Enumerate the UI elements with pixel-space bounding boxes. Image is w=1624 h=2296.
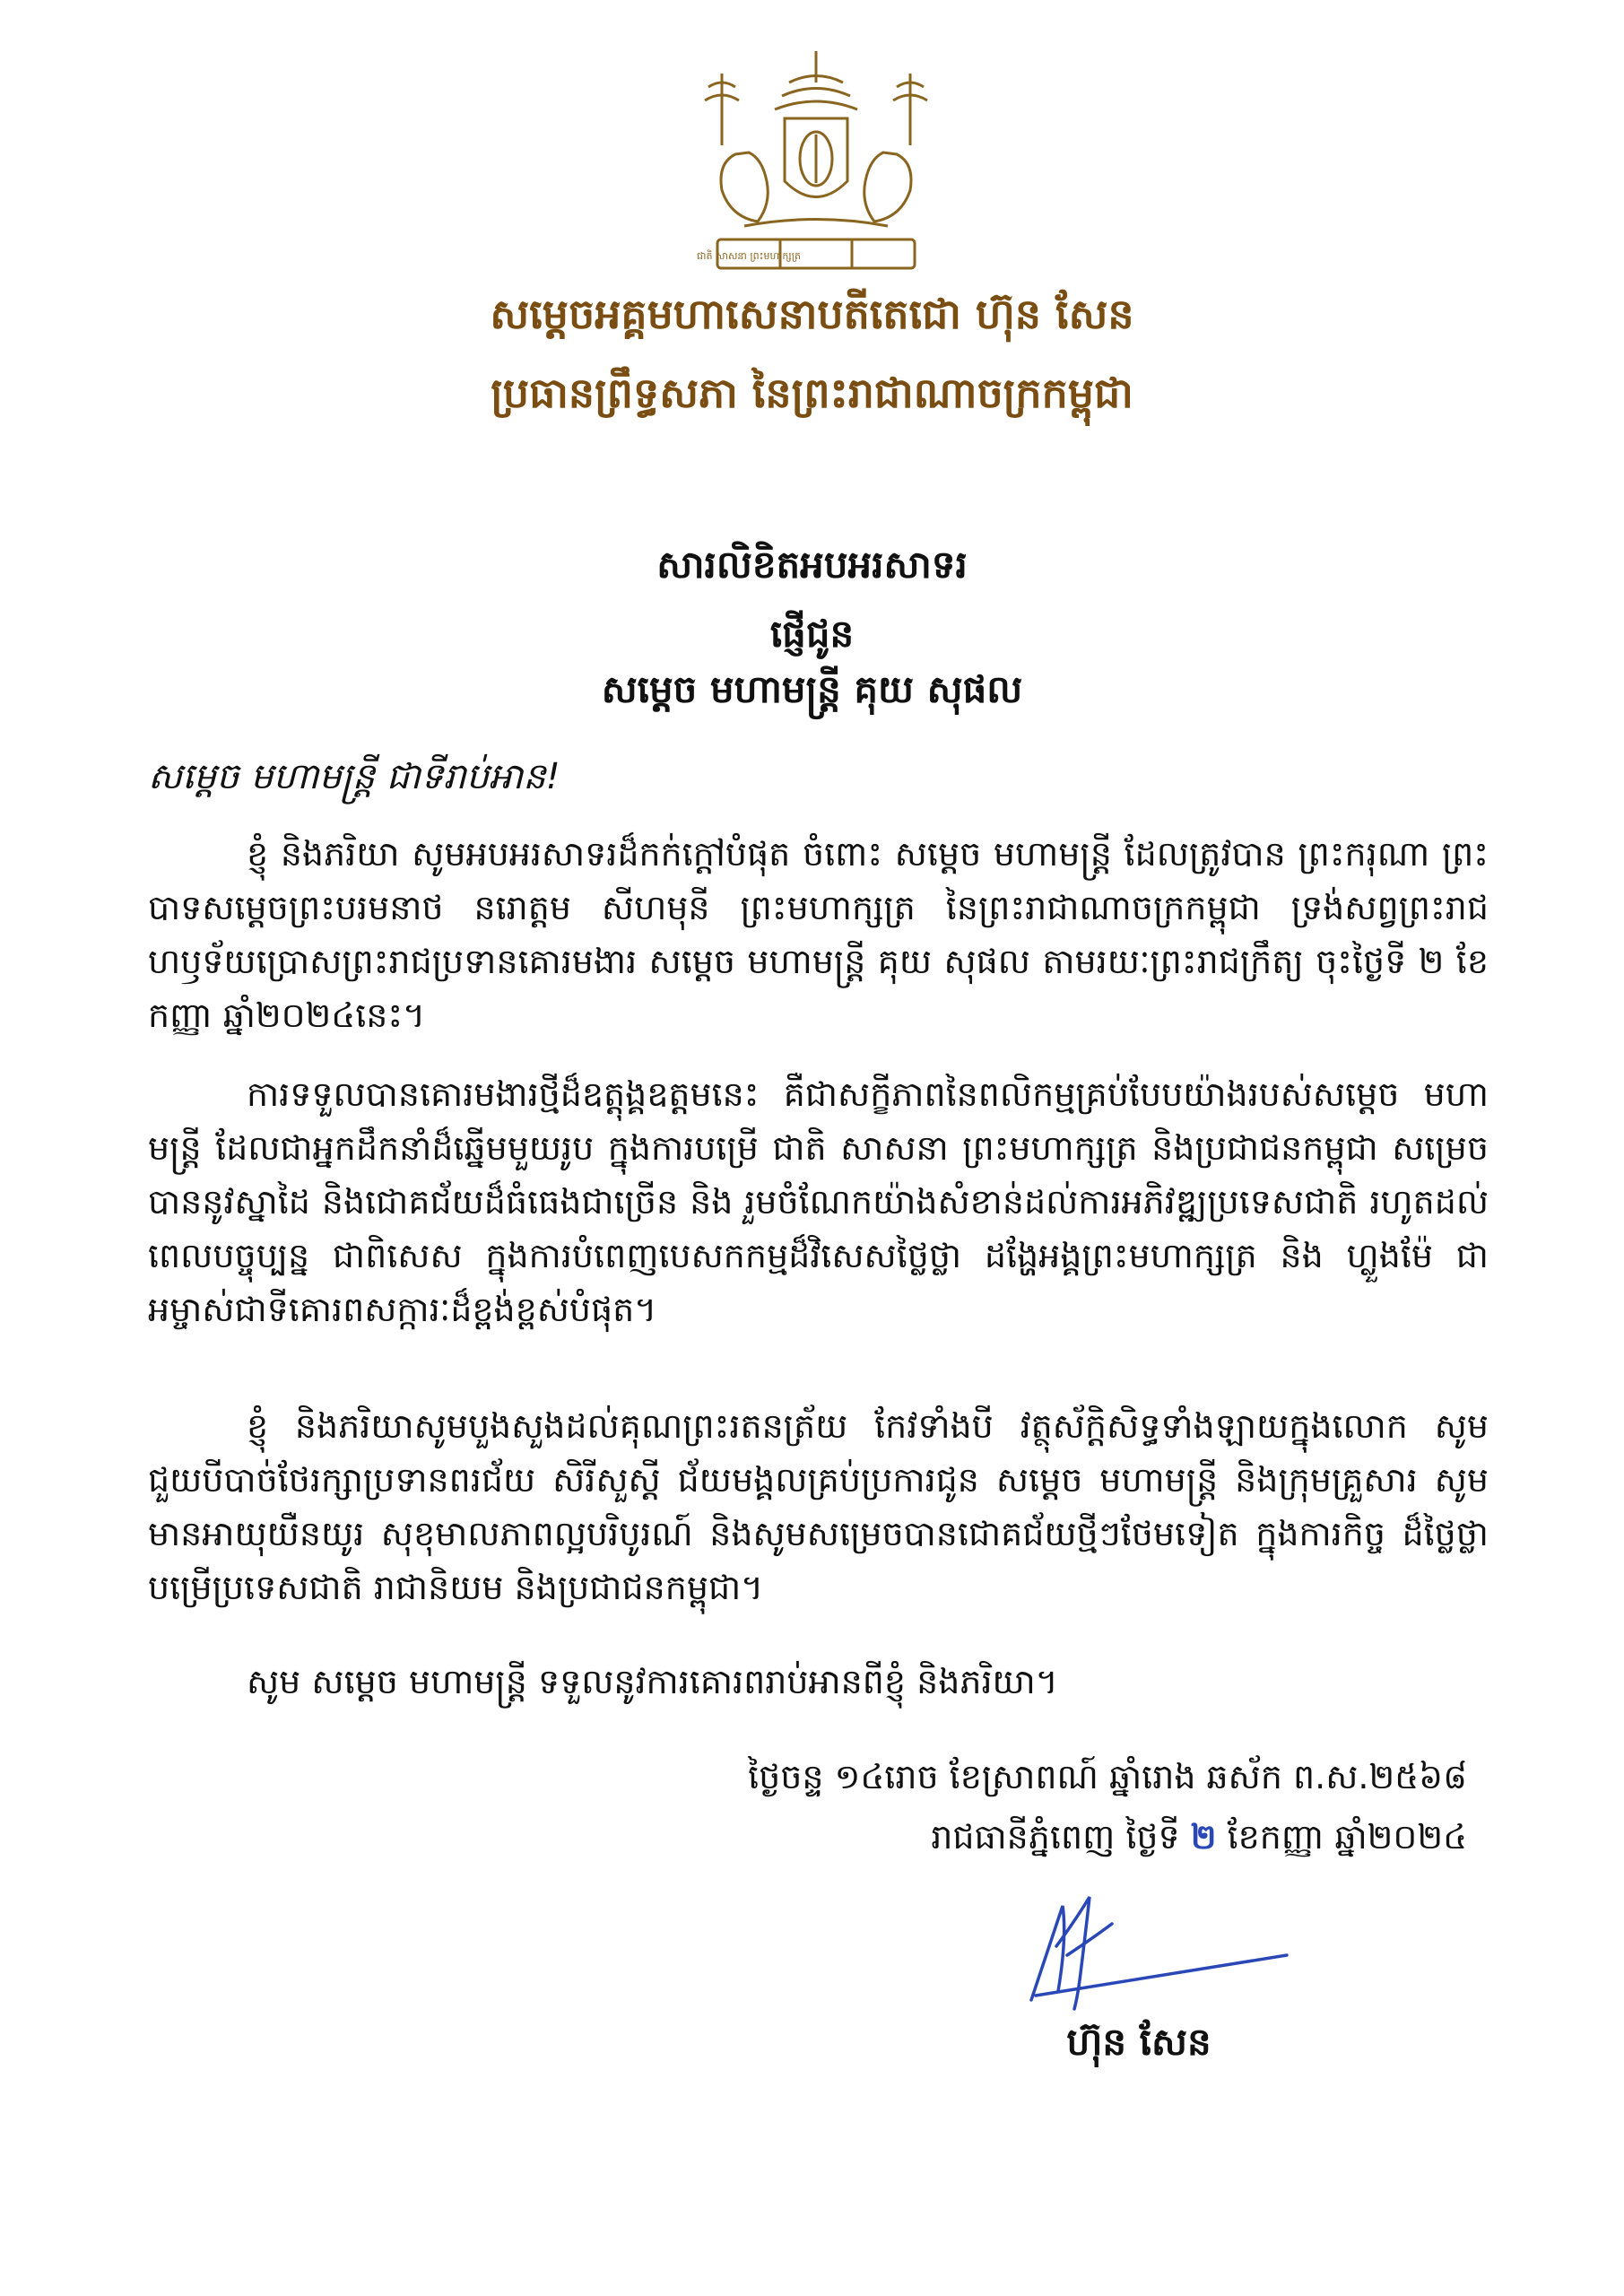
- letter-title: សារលិខិតអបអរសាទរ: [656, 543, 968, 587]
- issuer-title: ប្រធានព្រឹទ្ធសភា នៃព្រះរាជាណាចក្រកម្ពុជា: [491, 369, 1133, 417]
- date-month-year: ខែកញ្ញា ឆ្នាំ២០២៤: [1227, 1817, 1467, 1857]
- date-day: ២: [1190, 1817, 1217, 1857]
- issuer-name: សម្តេចអគ្គមហាសេនាបតីតេជោ ហ៊ុន សែន: [490, 290, 1134, 338]
- place-date-prefix: រាជធានីភ្នំពេញ ថ្ងៃទី: [931, 1817, 1180, 1857]
- svg-text:ជាតិ សាសនា ព្រះមហាក្សត្រ: ជាតិ សាសនា ព្រះមហាក្សត្រ: [697, 250, 801, 262]
- body-paragraph: ខ្ញុំ និងភរិយា សូមអបអរសាទរដ៏កក់ក្តៅបំផុត ចំពោះ សម្តេច មហាមន្ត្រី ដែលត្រូវបាន ព្រះករុណា ព្រះបាទសម្តេចព្រះបរមនាថ នរោត្តម សីហមុនី ព្រះមហាក្សត្រ នៃព្រះរាជាណាចក្រកម្ពុជា ទ្រង់សព្វព្រះរាជហឫទ័យប្រោសព្រះរាជប្រទានគោរមងារ សម្តេច មហាមន្ត្រី គុយ សុផល តាមរយៈព្រះរាជក្រឹត្យ ចុះថ្ងៃទី ២ ខែកញ្ញា ឆ្នាំ២០២៤នេះ។: [148, 834, 1489, 1035]
- letter-sent-to: ផ្ញើជូន: [769, 612, 855, 656]
- handwritten-signature: [1013, 1883, 1300, 2018]
- lunar-date: ថ្ងៃចន្ទ ១៤រោច ខែស្រាពណ៍ ឆ្នាំរោង ឆស័ក ព.ស.២៥៦៨: [748, 1757, 1467, 1796]
- salutation: សម្តេច មហាមន្ត្រី ជាទីរាប់អាន!: [148, 756, 560, 797]
- body-paragraph: ខ្ញុំ និងភរិយាសូមបួងសួងដល់គុណព្រះរតនត្រ័យ កែវទាំងបី វត្ថុស័ក្តិសិទ្ធទាំងឡាយក្នុងលោក សូម ជួយបីបាច់ថែរក្សាប្រទានពរជ័យ សិរីសួស្តី ជ័យមង្គលគ្រប់ប្រការជូន សម្តេច មហាមន្ត្រី និងក្រុមគ្រួសារ សូម មានអាយុយឺនយូរ សុខុមាលភាពល្អបរិបូរណ៍ និងសូមសម្រេចបានជោគជ័យថ្មីៗថែមទៀត ក្នុងការកិច្ច ដ៏ថ្លៃថ្លាបម្រើប្រទេសជាតិ រាជានិយម និងប្រជាជនកម្ពុជា។: [148, 1406, 1489, 1607]
- royal-coat-of-arms-icon: [682, 47, 951, 280]
- closing-paragraph: សូម សម្តេច មហាមន្ត្រី ទទួលនូវការគោរពរាប់អានពីខ្ញុំ និងភរិយា។: [247, 1662, 1058, 1701]
- signer-name: ហ៊ុន សែន: [1066, 2020, 1211, 2064]
- place-date: [931, 1815, 1467, 1866]
- body-paragraph: ការទទួលបានគោរមងារថ្មីដ៏ឧត្តុង្គឧត្តមនេះ គឺជាសក្ខីភាពនៃពលិកម្មគ្រប់បែបយ៉ាងរបស់សម្តេច មហាមន្ត្រី ដែលជាអ្នកដឹកនាំដ៏ឆ្នើមមួយរូប ក្នុងការបម្រើ ជាតិ សាសនា ព្រះមហាក្សត្រ និងប្រជាជនកម្ពុជា សម្រេចបាននូវស្នាដៃ និងជោគជ័យដ៏ធំធេងជាច្រើន និង រួមចំណែកយ៉ាងសំខាន់ដល់ការអភិវឌ្ឍប្រទេសជាតិ រហូតដល់ពេលបច្ចុប្បន្ន ជាពិសេស ក្នុងការបំពេញបេសកកម្មដ៏វិសេសថ្លៃថ្លា ដង្ហែអង្គព្រះមហាក្សត្រ និង ហ្លួងម៉ែ ជាអម្ចាស់ជាទីគោរពសក្ការៈដ៏ខ្ពង់ខ្ពស់បំផុត។: [148, 1074, 1489, 1329]
- letter-recipient: សម្តេច មហាមន្ត្រី គុយ សុផល: [601, 667, 1023, 711]
